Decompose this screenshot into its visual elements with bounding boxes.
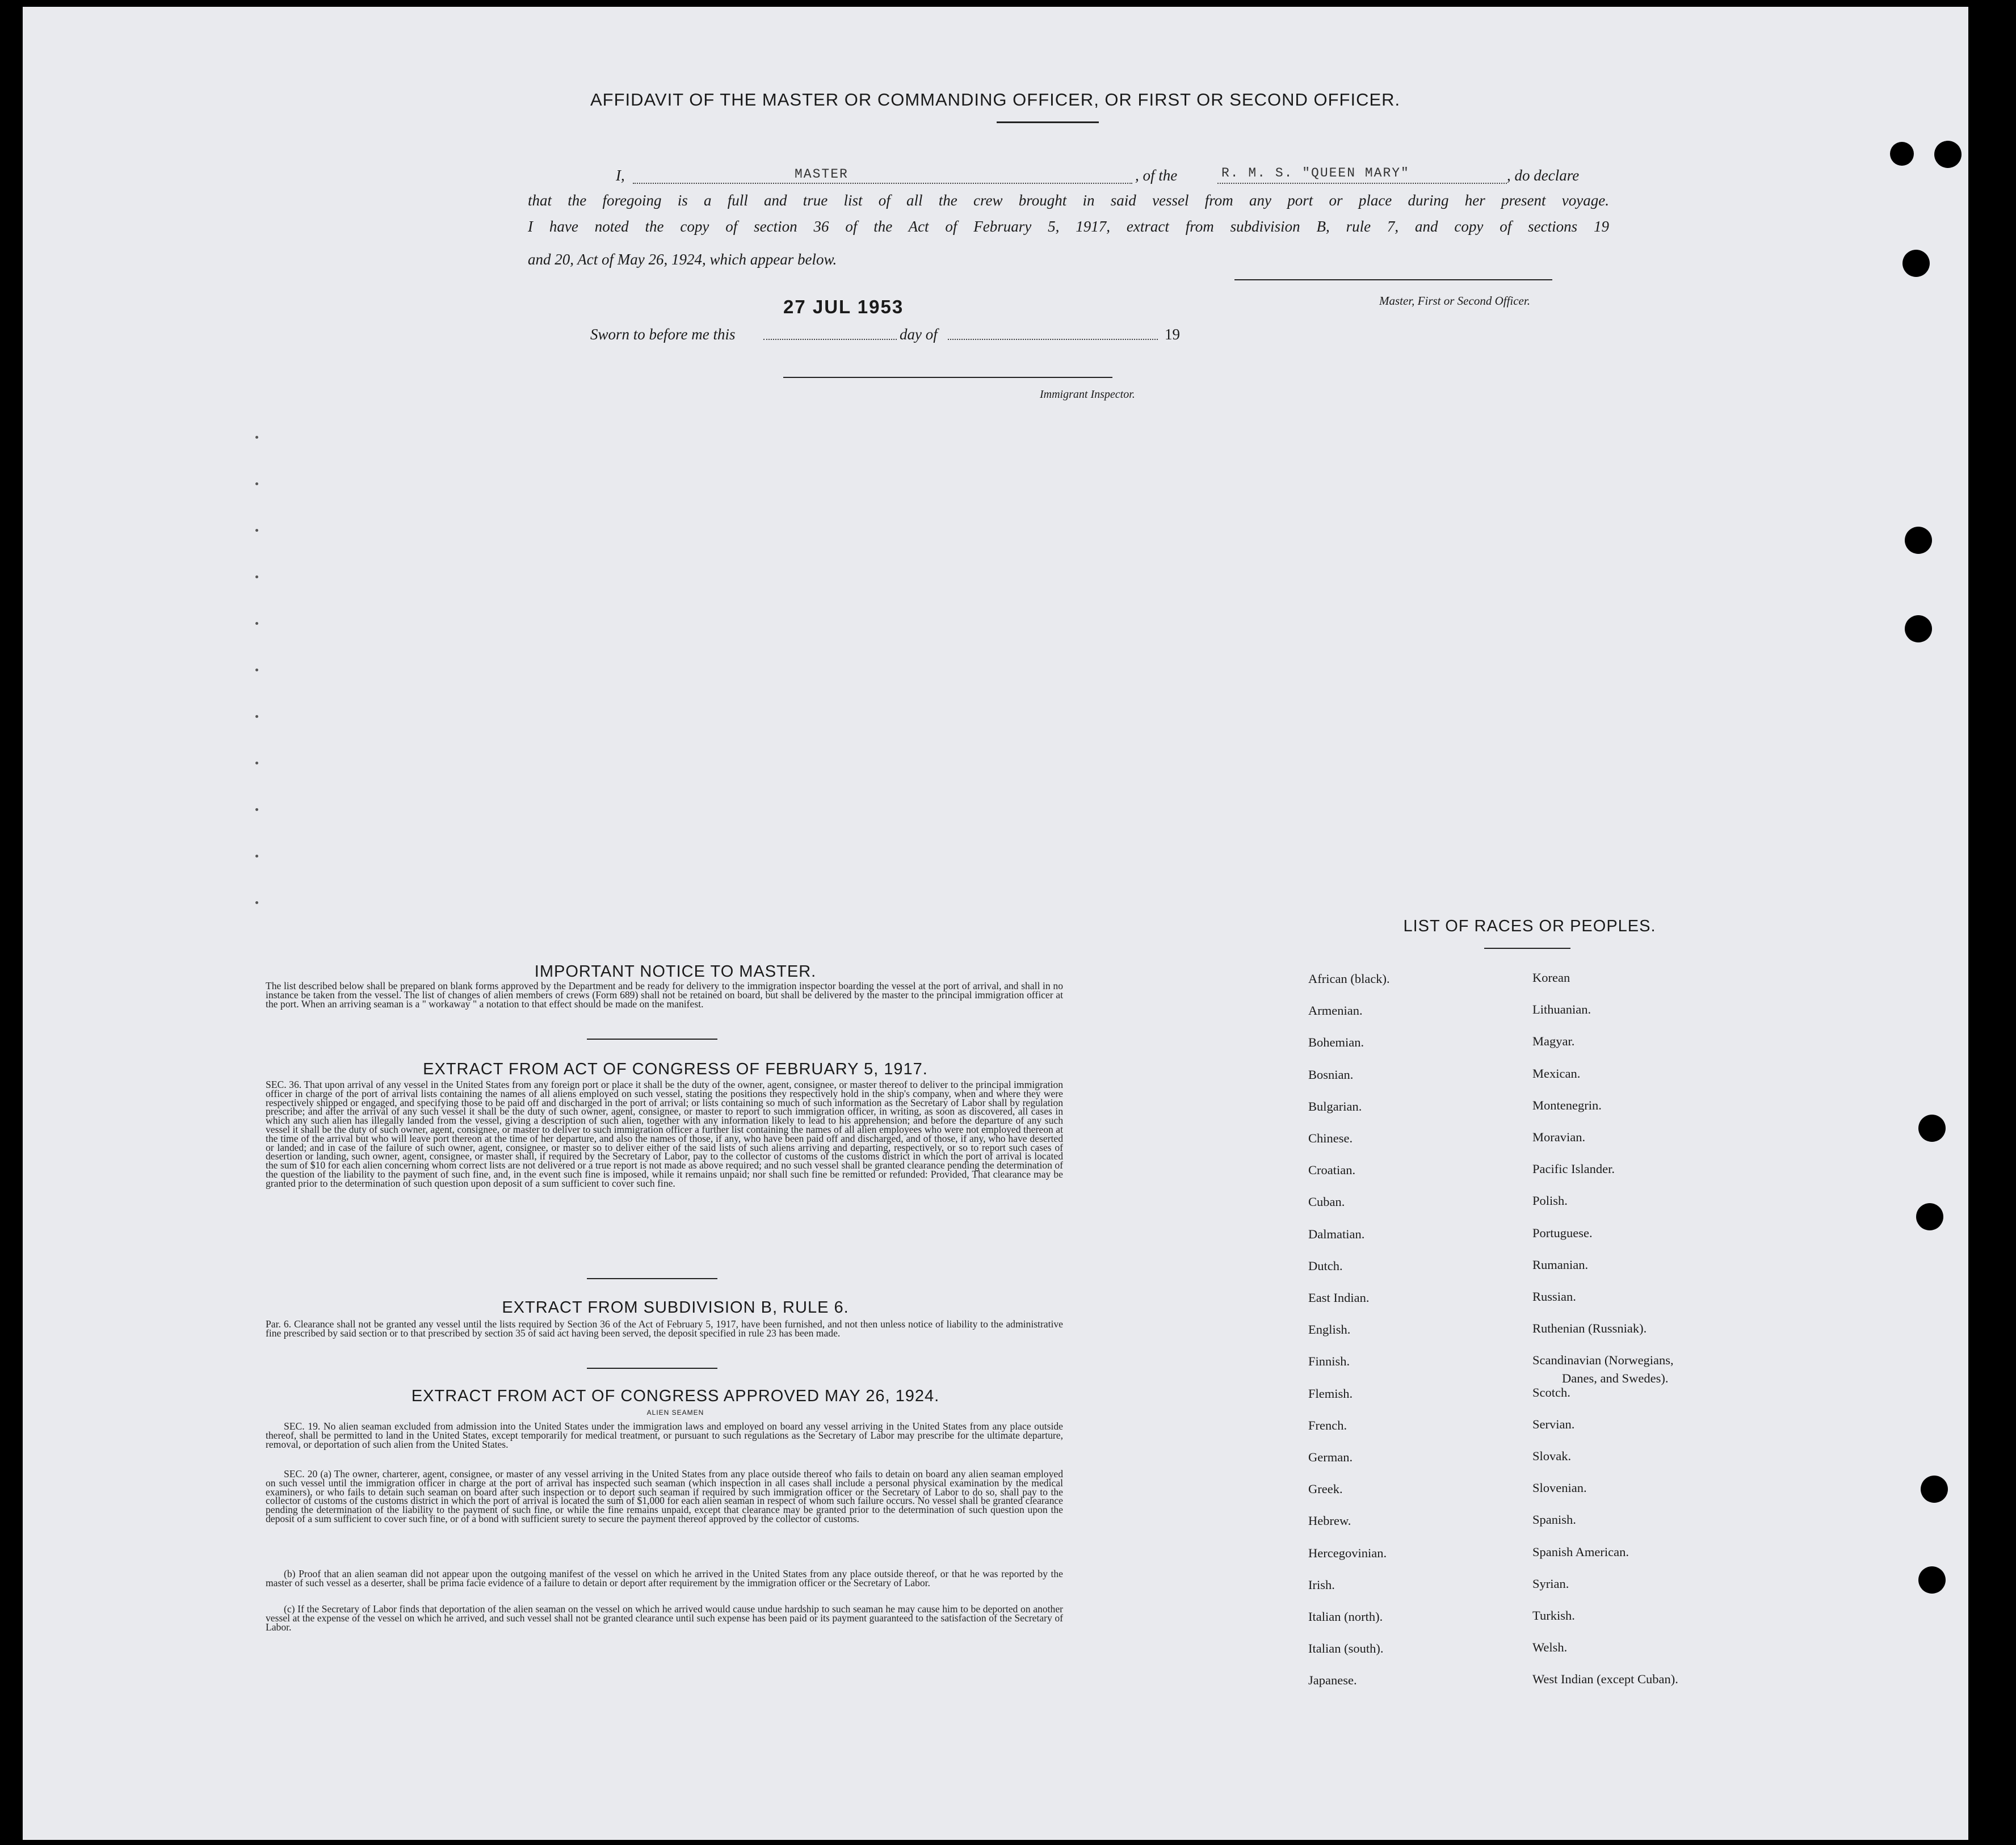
alien-seamen-subtitle: ALIEN SEAMEN [646, 1409, 704, 1417]
race-item: Flemish. [1308, 1386, 1353, 1401]
race-item: Turkish. [1532, 1608, 1575, 1623]
race-item: Bohemian. [1308, 1035, 1364, 1050]
affidavit-i: I, [616, 167, 625, 184]
inspector-label: Immigrant Inspector. [1040, 388, 1135, 401]
rule6-divider [587, 1368, 717, 1369]
notice-divider [587, 1039, 717, 1040]
race-item: Armenian. [1308, 1003, 1363, 1018]
race-item: Korean [1532, 970, 1570, 985]
extract-1917-text: SEC. 36. That upon arrival of any vessel in the United States from any foreign port or place it shall be the duty of the owner, agent, consignee, or master thereof to deliver to the principal immigration officer in charge of the port of arrival lists containing the names of all aliens employed on such vessel, stating the positions they respectively hold in the ship's company, when and where they were respectively shipped or engaged, and specifying those to be paid off and discharged in the port of arrival; or lists containing so much of such information as the Secretary of Labor shall by regulation prescribe; and after the arrival of any such vessel it shall be the duty of such owner, agent, consignee, or master to report to such immigration officer, in writing, as soon as discovered, all cases in which any such alien has illegally landed from the vessel, giving a description of such alien, together with any information likely to lead to his apprehension; and before the departure of any such vessel it shall be the duty of such owner, agent, consignee, or master to deliver to such immigration officer a further list containing the names of all alien employees who were not employed thereon at the time of the arrival but who will leave port thereon at the time of her departure, and also the names of those, if any, who have been paid off and discharged, and of those, if any, who have deserted or landed; and in case of the failure of such owner, agent, consignee, or master so to deliver either of the said lists of such aliens arriving and departing, respectively, or so to report such cases of desertion or landing, such owner, agent, consignee, or master shall, if required by the Secretary of Labor, pay to the collector of customs of the customs district in which the port of arrival is located the sum of $10 for each alien concerning whom correct lists are not delivered or a true report is not made as above required; and no such vessel shall be granted clearance pending the determination of the question of the liability to the payment of such fine, and, in the event such fine is imposed, while it remains unpaid; nor shall such fine be remitted or refunded: Provided, That clearance may be granted prior to the determination of such question upon deposit of a sum sufficient to cover such fine. [266, 1079, 1063, 1189]
margin-dot [255, 575, 258, 578]
margin-dot [255, 901, 258, 904]
race-item: West Indian (except Cuban). [1532, 1672, 1678, 1687]
race-item: Dutch. [1308, 1258, 1343, 1273]
notice-text: The list described below shall be prepared on blank forms approved by the Department and be ready for delivery to the immigration inspector boarding the vessel at the port of arrival, and shall in no instance be taken from the vessel. The list of changes of alien members of crews (Form 689) shall not be retained on board, but shall be delivered by the master to the principal immigration officer at the port. When an arriving seaman is a " workaway " a notation to that effect should be made on the manifest. [266, 980, 1063, 1010]
race-item: German. [1308, 1450, 1353, 1464]
day-of-label: day of [900, 326, 938, 343]
margin-dot [255, 482, 258, 485]
vessel-typed: R. M. S. "QUEEN MARY" [1221, 166, 1410, 180]
race-item: Lithuanian. [1532, 1002, 1591, 1017]
binder-hole [1905, 615, 1932, 642]
affidavit-line-4: and 20, Act of May 26, 1924, which appear below. [528, 251, 837, 268]
affidavit-title: AFFIDAVIT OF THE MASTER OR COMMANDING OFFICER, OR FIRST OR SECOND OFFICER. [590, 90, 1401, 110]
vessel-line [1217, 183, 1507, 184]
document-page [23, 7, 1968, 1840]
rule6-title: EXTRACT FROM SUBDIVISION B, RULE 6. [502, 1298, 849, 1317]
races-title: LIST OF RACES OR PEOPLES. [1403, 917, 1656, 935]
race-item: Servian. [1532, 1417, 1575, 1431]
race-item: Pacific Islander. [1532, 1162, 1615, 1176]
race-item: Montenegrin. [1532, 1098, 1602, 1112]
sec20a-text: SEC. 20 (a) The owner, charterer, agent, consignee, or master of any vessel arriving in the United States from any place outside thereof who fails to detain on board any alien seaman employed on such vessel until the immigration officer in charge at the port of arrival has inspected such seaman (which inspection in all cases shall include a personal physical examination by the medical examiners), or who fails to detain such seaman on board after such inspection or to deport such seaman if required by such immigration officer or the Secretary of Labor to do so, shall pay to the collector of customs of the customs district in which the port of arrival is located the sum of $1,000 for each alien seaman in respect of whom such failure occurs. No vessel shall be granted clearance pending the determination of the liability to the payment of such fine, or while the fine remains unpaid, except that clearance may be granted prior to the determination of such question upon the deposit of a sum sufficient to cover such fine, or of a bond with sufficient surety to secure the payment thereof approved by the collector of customs. [266, 1468, 1063, 1524]
race-item: Mexican. [1532, 1066, 1581, 1081]
race-item: Spanish. [1532, 1512, 1576, 1527]
margin-dot [255, 436, 258, 439]
name-typed: MASTER [795, 167, 849, 182]
binder-hole [1918, 1566, 1946, 1594]
race-item: Rumanian. [1532, 1257, 1589, 1272]
margin-dot [255, 529, 258, 532]
signature-line [1234, 279, 1552, 280]
margin-dot [255, 669, 258, 671]
race-item: English. [1308, 1322, 1351, 1337]
do-declare-label: , do declare [1507, 167, 1580, 184]
race-item: Dalmatian. [1308, 1226, 1365, 1241]
rule6-text: Par. 6. Clearance shall not be granted any vessel until the lists required by Section 36 of the Act of February 5, 1917, have been furnished, and not then unless notice of liability to the administrative fine prescribed by said section or to that prescribed by section 35 of said act having been served, the deposit specified in rule 23 has been made. [266, 1318, 1063, 1339]
binder-hole [1905, 527, 1932, 554]
year-label: 19 [1165, 326, 1180, 343]
races-underline [1484, 948, 1570, 949]
name-line [633, 183, 1132, 184]
sworn-label: Sworn to before me this [590, 326, 736, 343]
race-item: Slovenian. [1532, 1481, 1587, 1495]
binder-hole [1934, 141, 1962, 168]
race-scandinavian-cont: Danes, and Swedes). [1562, 1371, 1669, 1385]
race-item: Finnish. [1308, 1354, 1350, 1369]
race-item: Scandinavian (Norwegians, [1532, 1353, 1674, 1368]
race-item: Scotch. [1532, 1385, 1570, 1399]
affidavit-line-3: I have noted the copy of section 36 of the Act of February 5, 1917, extract from subdivision B, rule 7, and copy of sections 19 [528, 218, 1609, 235]
sworn-month-line [948, 339, 1158, 340]
race-item: Cuban. [1308, 1195, 1345, 1209]
race-item: Syrian. [1532, 1576, 1569, 1591]
race-item: Polish. [1532, 1193, 1568, 1208]
race-item: East Indian. [1308, 1291, 1370, 1305]
margin-dot [255, 762, 258, 764]
binder-hole [1921, 1476, 1948, 1503]
race-item: Magyar. [1532, 1034, 1575, 1049]
race-item: Hercegovinian. [1308, 1545, 1387, 1560]
margin-dot [255, 622, 258, 625]
race-item: Ruthenian (Russniak). [1532, 1321, 1647, 1336]
race-item: Chinese. [1308, 1131, 1353, 1145]
binder-hole [1916, 1203, 1943, 1230]
margin-dot [255, 808, 258, 811]
title-underline [997, 121, 1099, 123]
notice-title: IMPORTANT NOTICE TO MASTER. [534, 963, 817, 981]
extract-1917-divider [587, 1278, 717, 1279]
race-item: Irish. [1308, 1577, 1335, 1592]
sworn-day-line [763, 339, 897, 340]
race-item: Greek. [1308, 1482, 1343, 1497]
sec19-text: SEC. 19. No alien seaman excluded from admission into the United States under the immigration laws and employed on board any vessel arriving in the United States from any place outside thereof, shall be permitted to land in the United States, except temporarily for medical treatment, or pursuant to such regulations as the Secretary of Labor may prescribe for the ultimate departure, removal, or deportation of such alien from the United States. [266, 1420, 1063, 1450]
affidavit-line-2: that the foregoing is a full and true list of all the crew brought in said vessel from any port or place during her present voyage. [528, 192, 1609, 209]
sec20b-text: (b) Proof that an alien seaman did not appear upon the outgoing manifest of the vessel on which he arrived in the United States from any place outside thereof, or that he was reported by the master of such vessel as a deserter, shall be prima facie evidence of a failure to detain or deport after requirement by the immigration officer or the Secretary of Labor. [266, 1568, 1063, 1588]
race-item: French. [1308, 1418, 1347, 1432]
race-item: Italian (south). [1308, 1641, 1384, 1656]
race-item: Italian (north). [1308, 1609, 1383, 1624]
race-item: Hebrew. [1308, 1514, 1351, 1528]
race-item: Bulgarian. [1308, 1099, 1362, 1113]
race-item: Bosnian. [1308, 1067, 1354, 1082]
date-stamp: 27 JUL 1953 [783, 296, 904, 317]
binder-hole [1902, 250, 1930, 277]
race-item: Spanish American. [1532, 1544, 1629, 1559]
race-item: Portuguese. [1532, 1225, 1593, 1240]
race-item: African (black). [1308, 972, 1390, 986]
extract-1924-title: EXTRACT FROM ACT OF CONGRESS APPROVED MAY 26, 1924. [411, 1387, 940, 1405]
race-item: Japanese. [1308, 1673, 1357, 1688]
race-item: Croatian. [1308, 1163, 1356, 1178]
binder-hole [1890, 142, 1914, 166]
race-item: Russian. [1532, 1289, 1576, 1304]
extract-1917-title: EXTRACT FROM ACT OF CONGRESS OF FEBRUARY 5, 1917. [423, 1060, 928, 1078]
of-the-label: , of the [1135, 167, 1178, 184]
race-item: Welsh. [1532, 1640, 1568, 1655]
race-item: Slovak. [1532, 1449, 1572, 1463]
race-item: Moravian. [1532, 1130, 1586, 1144]
binder-hole [1918, 1115, 1946, 1142]
margin-dot [255, 855, 258, 858]
sec20c-text: (c) If the Secretary of Labor finds that deportation of the alien seaman on the vessel on which he arrived would cause undue hardship to such seaman he may cause him to be deported on another vessel at the expense of the vessel on which he arrived, and such vessel shall not be granted clearance until such expense has been paid or its payment guaranteed to the satisfaction of the Secretary of Labor. [266, 1603, 1063, 1633]
margin-dot [255, 715, 258, 718]
signature-label: Master, First or Second Officer. [1379, 294, 1530, 308]
inspector-line [783, 377, 1112, 378]
